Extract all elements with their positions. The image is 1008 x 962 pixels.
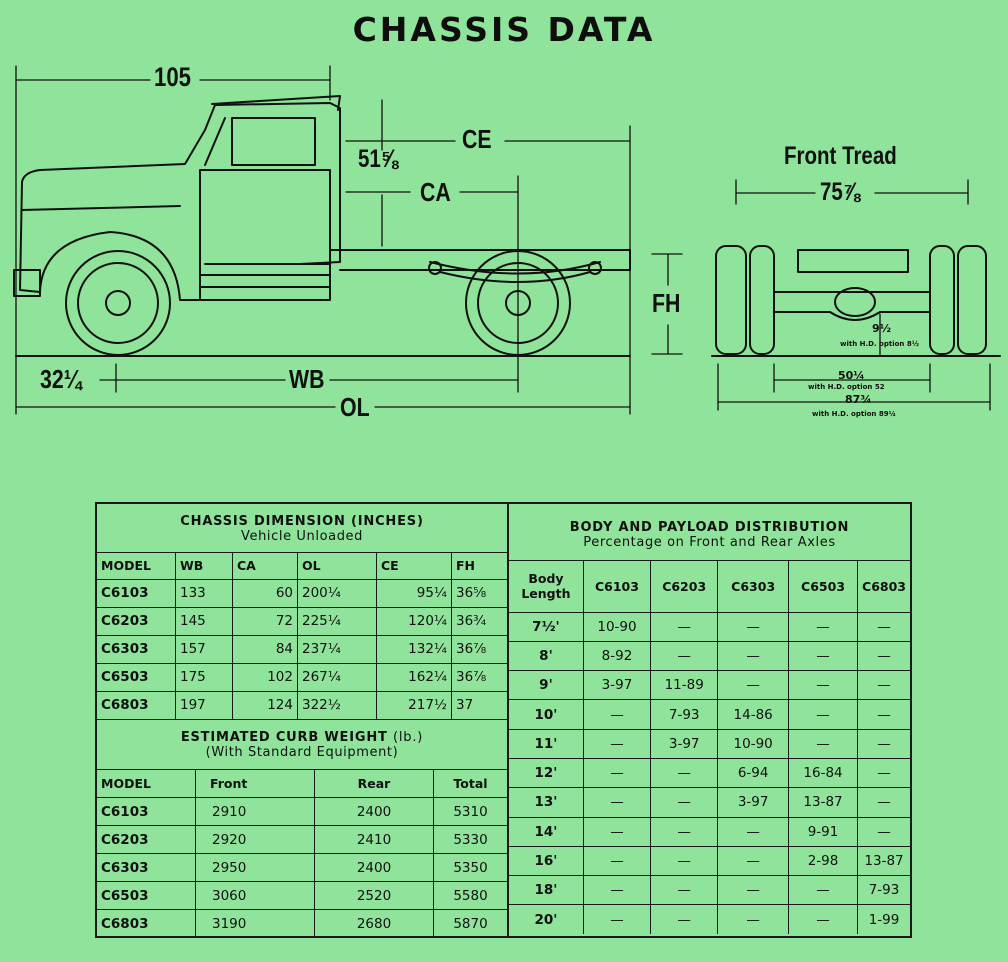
fh-label: FH [652,288,681,318]
payload-table [509,504,910,934]
distribution-cell: — [651,758,718,787]
chassis-dim-header-row [97,552,507,579]
col-header: CE [377,552,452,579]
table-row [509,612,910,641]
distribution-cell: — [858,788,910,817]
table-row: C6203 2920 2410 5330 [97,826,507,854]
distribution-cell: — [651,612,718,641]
col-header: C6103 [583,560,650,612]
chassis-dim-subtitle: Vehicle Unloaded [240,528,363,544]
distribution-cell: 14-86 [718,700,789,729]
distribution-cell: 1-99 [858,905,910,934]
table-row [509,788,910,817]
table-row [509,817,910,846]
table-row: C6303 157 84 237¼ 132¼ 36⅞ [97,635,507,663]
distribution-cell: 3-97 [718,788,789,817]
payload-panel [507,502,912,938]
distribution-cell: — [583,729,650,758]
distribution-cell: — [651,641,718,670]
distribution-cell: — [718,876,789,905]
body-length-cell: 7½' [509,612,583,641]
table-row: C6103 2910 2400 5310 [97,798,507,826]
distribution-cell: — [718,905,789,934]
col-header: FH [452,552,508,579]
distribution-cell: — [858,612,910,641]
distribution-cell: 13-87 [858,846,910,875]
distribution-cell: — [651,846,718,875]
distribution-cell: — [651,788,718,817]
distribution-cell: 3-97 [583,671,650,700]
overall-width-note: with H.D. option 89¼ [812,410,896,418]
distribution-cell: — [718,612,789,641]
table-row: C6303 2950 2400 5350 [97,854,507,882]
ol-label: OL [340,392,370,422]
distribution-cell: 6-94 [718,758,789,787]
curb-weight-title: ESTIMATED CURB WEIGHT [180,730,388,746]
distribution-cell: — [718,671,789,700]
body-length-cell: 14' [509,817,583,846]
distribution-cell: 11-89 [651,671,718,700]
dim-51-label: 51⅝ [358,145,398,173]
wb-label: WB [289,364,325,394]
payload-header-row [509,560,910,612]
distribution-cell: 8-92 [583,641,650,670]
table-row [509,641,910,670]
body-length-cell: 10' [509,700,583,729]
col-header: C6503 [789,560,858,612]
distribution-cell: — [858,758,910,787]
overall-width-label: 87¾ [845,393,872,406]
curb-weight-subtitle: (With Standard Equipment) [205,745,399,761]
table-row [509,671,910,700]
body-length-cell: 11' [509,729,583,758]
distribution-cell: — [858,641,910,670]
distribution-cell: 3-97 [651,729,718,758]
clearance-label: 9½ [872,322,892,335]
payload-subtitle: Percentage on Front and Rear Axles [583,535,836,551]
payload-title: BODY AND PAYLOAD DISTRIBUTION [569,520,850,536]
ca-label: CA [420,177,451,207]
col-header: Rear [315,770,434,798]
col-header: C6303 [718,560,789,612]
distribution-cell: — [858,700,910,729]
col-header: WB [176,552,233,579]
distribution-cell: — [789,905,858,934]
distribution-cell: — [718,846,789,875]
distribution-cell: — [583,700,650,729]
table-row [509,758,910,787]
frame-width-label: 50¼ [838,369,865,382]
body-length-cell: 18' [509,876,583,905]
distribution-cell: — [583,817,650,846]
distribution-cell: 10-90 [583,612,650,641]
col-header: OL [298,552,377,579]
table-row [509,905,910,934]
chassis-dim-title: CHASSIS DIMENSION (INCHES) [180,513,424,529]
distribution-cell: — [789,876,858,905]
curb-weight-table [97,720,507,938]
distribution-cell: — [789,729,858,758]
col-header: Front [196,770,315,798]
dim-32-label: 32¼ [40,364,82,394]
clearance-note: with H.D. option 8½ [840,340,919,348]
distribution-cell: — [651,817,718,846]
distribution-cell: — [651,876,718,905]
distribution-cell: — [651,905,718,934]
distribution-cell: 13-87 [789,788,858,817]
chassis-dimension-table [97,504,507,720]
chassis-panel [95,502,509,938]
curb-weight-header-row [97,770,507,798]
body-length-cell: 16' [509,846,583,875]
table-row [509,729,910,758]
body-length-cell: 13' [509,788,583,817]
body-length-cell: 8' [509,641,583,670]
distribution-cell: — [789,700,858,729]
distribution-cell: 16-84 [789,758,858,787]
table-row: C6503 175 102 267¼ 162¼ 36⅞ [97,663,507,691]
dim-105-label: 105 [154,62,191,92]
table-row: C6803 197 124 322½ 217½ 37 [97,691,507,719]
distribution-cell: — [718,817,789,846]
col-header: MODEL [97,770,196,798]
table-row [509,846,910,875]
distribution-cell: 9-91 [789,817,858,846]
col-header: C6203 [651,560,718,612]
table-row: C6103 133 60 200¼ 95¼ 36⅝ [97,579,507,607]
distribution-cell: 7-93 [858,876,910,905]
table-row: C6803 3190 2680 5870 [97,910,507,938]
distribution-cell: — [583,876,650,905]
table-row: C6503 3060 2520 5580 [97,882,507,910]
distribution-cell: — [718,641,789,670]
table-row [509,700,910,729]
col-header: Total [434,770,508,798]
distribution-cell: — [789,671,858,700]
col-header: C6803 [858,560,910,612]
front-tread-label: Front Tread [784,142,897,170]
curb-weight-unit: (lb.) [393,730,424,746]
distribution-cell: — [858,671,910,700]
front-wheel [66,251,170,355]
table-row [509,876,910,905]
distribution-cell: — [789,612,858,641]
distribution-cell: 7-93 [651,700,718,729]
table-row: C6203 145 72 225¼ 120¼ 36¾ [97,607,507,635]
body-length-cell: 20' [509,905,583,934]
body-length-cell: 12' [509,758,583,787]
page-title: CHASSIS DATA [352,10,656,49]
distribution-cell: — [583,758,650,787]
distribution-cell: — [789,641,858,670]
distribution-cell: — [583,788,650,817]
frame-width-note: with H.D. option 52 [808,383,885,391]
ce-label: CE [462,124,492,154]
col-header: Body Length [509,560,583,612]
distribution-cell: 10-90 [718,729,789,758]
col-header: CA [233,552,298,579]
distribution-cell: — [583,905,650,934]
distribution-cell: 2-98 [789,846,858,875]
body-length-cell: 9' [509,671,583,700]
distribution-cell: — [858,817,910,846]
tread-value-label: 75⅞ [820,178,860,206]
col-header: MODEL [97,552,176,579]
distribution-cell: — [583,846,650,875]
truck-outline [14,96,630,300]
dimension-lines [16,66,682,414]
distribution-cell: — [858,729,910,758]
